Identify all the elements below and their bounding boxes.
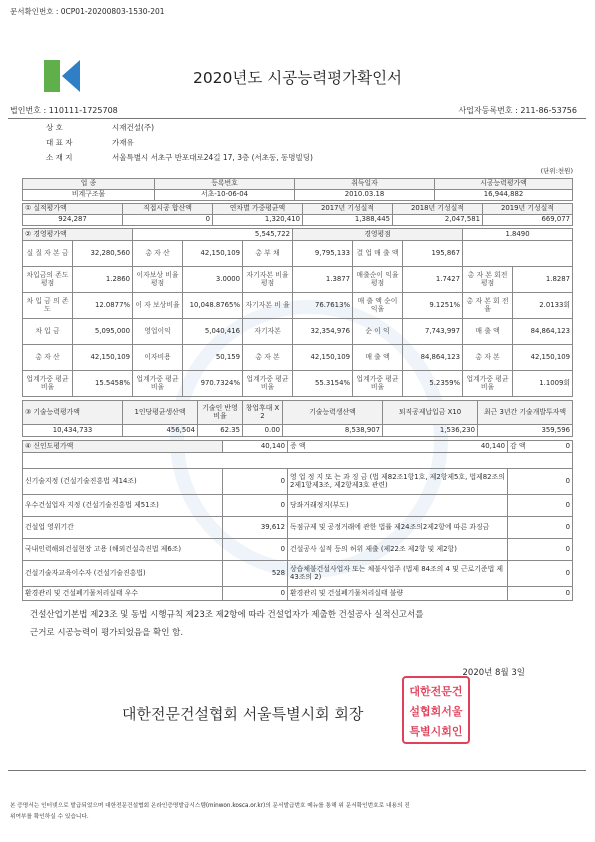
company-name-value: 시재건설(주) <box>112 123 155 132</box>
perf-value-1: 924,287 <box>23 215 123 226</box>
management-table <box>22 228 573 397</box>
footer-line-2: 위여부를 확인하실 수 있습니다. <box>10 814 89 820</box>
ceo-label: 대 표 자 <box>46 138 73 147</box>
reg-head-capacity: 시공능력평가액 <box>435 179 573 190</box>
confirm-number: 문서확인번호 : 0CP01-20200803-1530-201 <box>10 7 165 16</box>
tech-value-1: 10,434,733 <box>23 425 123 437</box>
reg-industry: 비계구조물 <box>23 190 155 201</box>
credit-row: 우수건설업자 지정 (건설기술진흥법 제51조) 0 당좌거래정지(부도) 0 <box>23 495 573 517</box>
registration-table <box>22 178 573 201</box>
mgmt-row-totals: 총 자 산 42,150,109 이자비용 50,159 총 자 본 42,150,109 매 출 액 84,864,123 총 자 본 42,150,109 <box>23 345 573 371</box>
reg-capacity: 16,944,882 <box>435 190 573 201</box>
mgmt-row-scores: 차입금의 존도평점 1.2860 이자보상 비율평점 3.0000 자기자본 비율평점 1.3877 매출순이 익율평점 1.7427 총 자 본 회전평점 1.8287 <box>23 267 573 293</box>
reg-date: 2010.03.18 <box>295 190 435 201</box>
corporate-number: 법인번호 : 110111-1725708 <box>10 106 118 115</box>
reg-head-industry: 업 종 <box>23 179 155 190</box>
tech-head-3: 기술인 반영비율 <box>198 401 243 425</box>
mgmt-row-capital: 실 질 자 본 금 32,280,560 총 자 산 42,150,109 총 부 채 9,795,133 결 업 매 출 액 195,867 <box>23 241 573 267</box>
perf-head-6: 2019년 기성실적 <box>483 204 573 215</box>
reg-head-number: 등록번호 <box>155 179 295 190</box>
address-value: 서울특별시 서초구 반포대로24길 17, 3층 (서초동, 동명빌딩) <box>112 153 313 162</box>
tech-head-2: 1인당평균생산액 <box>123 401 198 425</box>
header-divider <box>8 118 586 119</box>
credit-row: 신기술지정 (건설기술진흥법 제14조) 0 영 업 정 지 또 는 과 징 금 (법 제82조1항1호, 제2항제5호, 법제82조의2제1항제3조, 제2항제3호 관련) 0 <box>23 469 573 495</box>
mgmt-row-industry-avg: 업계가중 평균비율 15.5458% 업계가중 평균비율 970.7324% 업계가중 평균비율 55.3154% 업계가중 평균비율 5.2359% 업계가중 평균비율 1.1009회 <box>23 371 573 397</box>
tech-value-2: 456,504 <box>123 425 198 437</box>
mgmt-score-head: 경영평점 <box>293 229 463 241</box>
issue-date: 2020년 8월 3일 <box>462 668 525 678</box>
technical-table <box>22 400 573 437</box>
issuer-name: 대한전문건설협회 서울특별시회 회장 <box>122 705 364 723</box>
unit-label: (단위:천원) <box>540 167 573 175</box>
credit-row: 건설기술자교육이수자 (건설기술진흥법) 528 상습체불건설사업자 또는 체불사업주 (법제 84조의 4 및 근로기준법 제 43조의 2) 0 <box>23 561 573 587</box>
tech-value-5: 8,538,907 <box>283 425 383 437</box>
credit-row: 환경관리 및 건설폐기물처리실태 우수 0 환경관리 및 건설폐기물처리실태 불량 0 <box>23 587 573 601</box>
tech-head-4: 창업후대 X 2 <box>243 401 283 425</box>
perf-value-6: 669,077 <box>483 215 573 226</box>
mgmt-head: ② 경영평가액 <box>23 229 133 241</box>
credit-total: 40,140 <box>223 441 288 453</box>
perf-head-1: ① 실적평가액 <box>23 204 123 215</box>
credit-change-cell: 증 액 40,140 <box>288 441 508 453</box>
performance-table <box>22 203 573 226</box>
tech-value-4: 0.00 <box>243 425 283 437</box>
ceo-value: 가재유 <box>112 138 134 147</box>
reg-head-date: 취득일자 <box>295 179 435 190</box>
document-title: 2020년도 시공능력평가확인서 <box>192 69 403 87</box>
credit-row: 건설업 영위기간 39,612 독점규제 및 공정거래에 관한 법률 제24조의2제2항에 따른 과징금 0 <box>23 517 573 539</box>
tech-head-5: 기술능력생산액 <box>283 401 383 425</box>
tech-value-6: 1,536,230 <box>383 425 478 437</box>
tech-head-7: 최근 3년간 기술개발투자액 <box>478 401 573 425</box>
perf-value-2: 0 <box>123 215 213 226</box>
mgmt-row-amounts: 차 입 금 5,095,000 영업이익 5,040,416 자기자본 32,354,976 순 이 익 7,743,997 매 출 액 84,864,123 <box>23 319 573 345</box>
official-stamp: 대한전문건 설협회서울 특별시회인 <box>402 676 470 744</box>
statement-line-1: 건설산업기본법 제23조 및 동법 시행규칙 제23조 제2항에 따라 건설업자가 제출한 건설공사 실적신고서를 <box>30 610 424 620</box>
credibility-table <box>22 440 573 601</box>
mgmt-value: 5,545,722 <box>133 229 293 241</box>
perf-head-3: 연차별 가중평균액 <box>213 204 303 215</box>
tech-head-1: ③ 기술능력평가액 <box>23 401 123 425</box>
statement-line-2: 근거로 시공능력이 평가되었음을 확인 함. <box>30 628 184 638</box>
perf-value-3: 1,320,410 <box>213 215 303 226</box>
credit-decrease-cell: 감 액 0 <box>508 441 573 453</box>
credit-head: ④ 신인도평가액 <box>23 441 223 453</box>
reg-number: 서초-10-06-04 <box>155 190 295 201</box>
footer-line-1: 본 증명서는 인터넷으로 발급되었으며 대한전문건설협회 온라인증명발급시스템(minwon.kosca.or.kr)의 문서발급번호 메뉴를 통해 위 문서확인번호로 내용의 진 <box>10 803 410 809</box>
perf-head-5: 2018년 기성실적 <box>393 204 483 215</box>
perf-head-4: 2017년 기성실적 <box>303 204 393 215</box>
footer-divider <box>8 770 586 771</box>
credit-row: 국내인력해외건설현장 고용 (해외건설촉진법 제6조) 0 건설공사 실적 등의 허위 제출 (제22조 제2항 및 제2항) 0 <box>23 539 573 561</box>
perf-value-5: 2,047,581 <box>393 215 483 226</box>
perf-value-4: 1,388,445 <box>303 215 393 226</box>
mgmt-score-value: 1.8490 <box>463 229 573 241</box>
perf-head-2: 직접시공 합산액 <box>123 204 213 215</box>
address-label: 소 재 지 <box>46 153 73 162</box>
tech-head-6: 퇴직공제납입금 X10 <box>383 401 478 425</box>
business-number: 사업자등록번호 : 211-86-53756 <box>458 106 577 115</box>
mgmt-row-ratios: 차 입 금 의 존 도 12.0877% 이 자 보상비율 10,048.8765% 자기자본 비 율 76.7613% 매 출 액 순이익율 9.1251% 총 자 본 회 전 율 2.0133회 <box>23 293 573 319</box>
tech-value-3: 62.35 <box>198 425 243 437</box>
tech-value-7: 359,596 <box>478 425 573 437</box>
company-name-label: 상 호 <box>46 123 63 132</box>
